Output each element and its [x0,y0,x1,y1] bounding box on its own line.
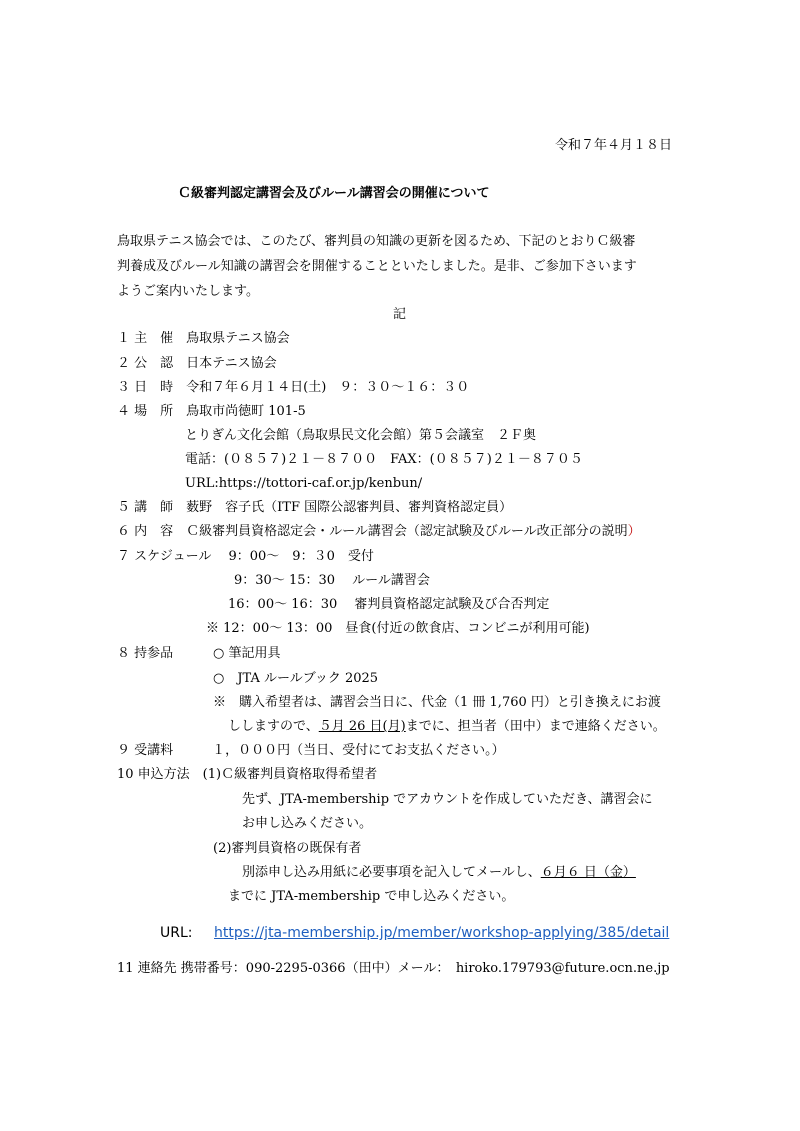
item-content [117,523,641,541]
apply-2-label: (2)審判員資格の既保有者 [213,841,362,856]
bring-note-2-pre: ししますので、 [228,719,319,734]
document-date: 令和７年４月１８日 [554,138,672,153]
apply-label: 10 申込方法 (1)Ｃ級審判員資格取得希望者 [117,767,378,782]
item-fee: ９ 受講料 １，０００円（当日、受付にてお支払ください。） [117,743,505,758]
bring-note-2-post: までに、担当者（田中）まで連絡ください。 [405,719,666,734]
bring-item-1: ○ 筆記用具 [213,646,281,661]
schedule-line-2: 9：30～ 15：30 ルール講習会 [234,573,430,588]
apply-1-line-a: 先ず、JTA-membership でアカウントを作成していただき、講習会に [242,792,653,807]
bring-note-2 [228,718,666,736]
schedule-line-4: ※ 12：00～ 13：00 昼食(付近の飲食店、コンビニが利用可能) [206,621,590,636]
item-venue-hall: とりぎん文化会館（鳥取県民文化会館）第５会議室 ２Ｆ奥 [185,428,537,443]
apply-2-pre: 別添申し込み用紙に必要事項を記入してメールし、 [242,865,541,880]
item-contact: 11 連絡先 携帯番号：090-2295-0366（田中）メール： hiroko.179793@future.ocn.ne.jp [117,961,670,976]
item-approval: ２ 公 認 日本テニス協会 [117,356,277,371]
workshop-link[interactable]: https://jta-membership.jp/member/workshop-applying/385/detail [214,925,670,941]
bring-label: ８ 持参品 [117,646,174,661]
url-label: URL: [160,925,193,941]
item-organizer: １ 主 催 鳥取県テニス協会 [117,331,290,346]
schedule-line-1: ７ スケジュール 9：00～ 9：３0 受付 [117,549,374,564]
item-content-close: ） [627,524,641,539]
apply-2-line-a [242,864,636,882]
ki-heading: 記 [393,307,407,322]
item-datetime: ３ 日 時 令和７年６月１４日(土) ９：３０～１６：３０ [117,380,470,395]
bring-item-2: ○ JTA ルールブック 2025 [213,671,379,686]
document-title: Ｃ級審判認定講習会及びルール講習会の開催について [178,186,490,201]
item-venue-url: URL:https://tottori-caf.or.jp/kenbun/ [185,476,423,491]
bring-deadline: ５月 26 日(月) [318,719,406,734]
item-venue-tel: 電話：(０８５７)２１－８７００ FAX：(０８５７)２１－８７０５ [185,452,583,467]
item-venue: ４ 場 所 鳥取市尚徳町 101-5 [117,404,306,419]
item-lecturer: ５ 講 師 薮野 容子氏（ITF 国際公認審判員、審判資格認定員） [117,500,513,515]
bring-note-1: ※ 購入希望者は、講習会当日に、代金（1 冊 1,760 円）と引き換えにお渡 [213,695,661,710]
intro-line-3: ようご案内いたします。 [117,284,259,299]
item-content-highlight: 認定試験及びルール改正部分の説明 [419,524,628,539]
apply-2-line-b: までに JTA-membership で申し込みください。 [228,889,515,904]
apply-deadline: ６月６ 日（金） [540,865,636,880]
schedule-line-3: 16：00～ 16：30 審判員資格認定試験及び合否判定 [228,597,550,612]
intro-line-2: 判養成及びルール知識の講習会を開催することといたしました。是非、ご参加下さいます [117,259,637,274]
item-content-text: ６ 内 容 Ｃ級審判員資格認定会・ルール講習会（ [117,524,420,539]
intro-line-1: 鳥取県テニス協会では、このたび、審判員の知識の更新を図るため、下記のとおりＣ級審 [117,234,636,249]
apply-1-line-b: お申し込みください。 [242,816,373,831]
